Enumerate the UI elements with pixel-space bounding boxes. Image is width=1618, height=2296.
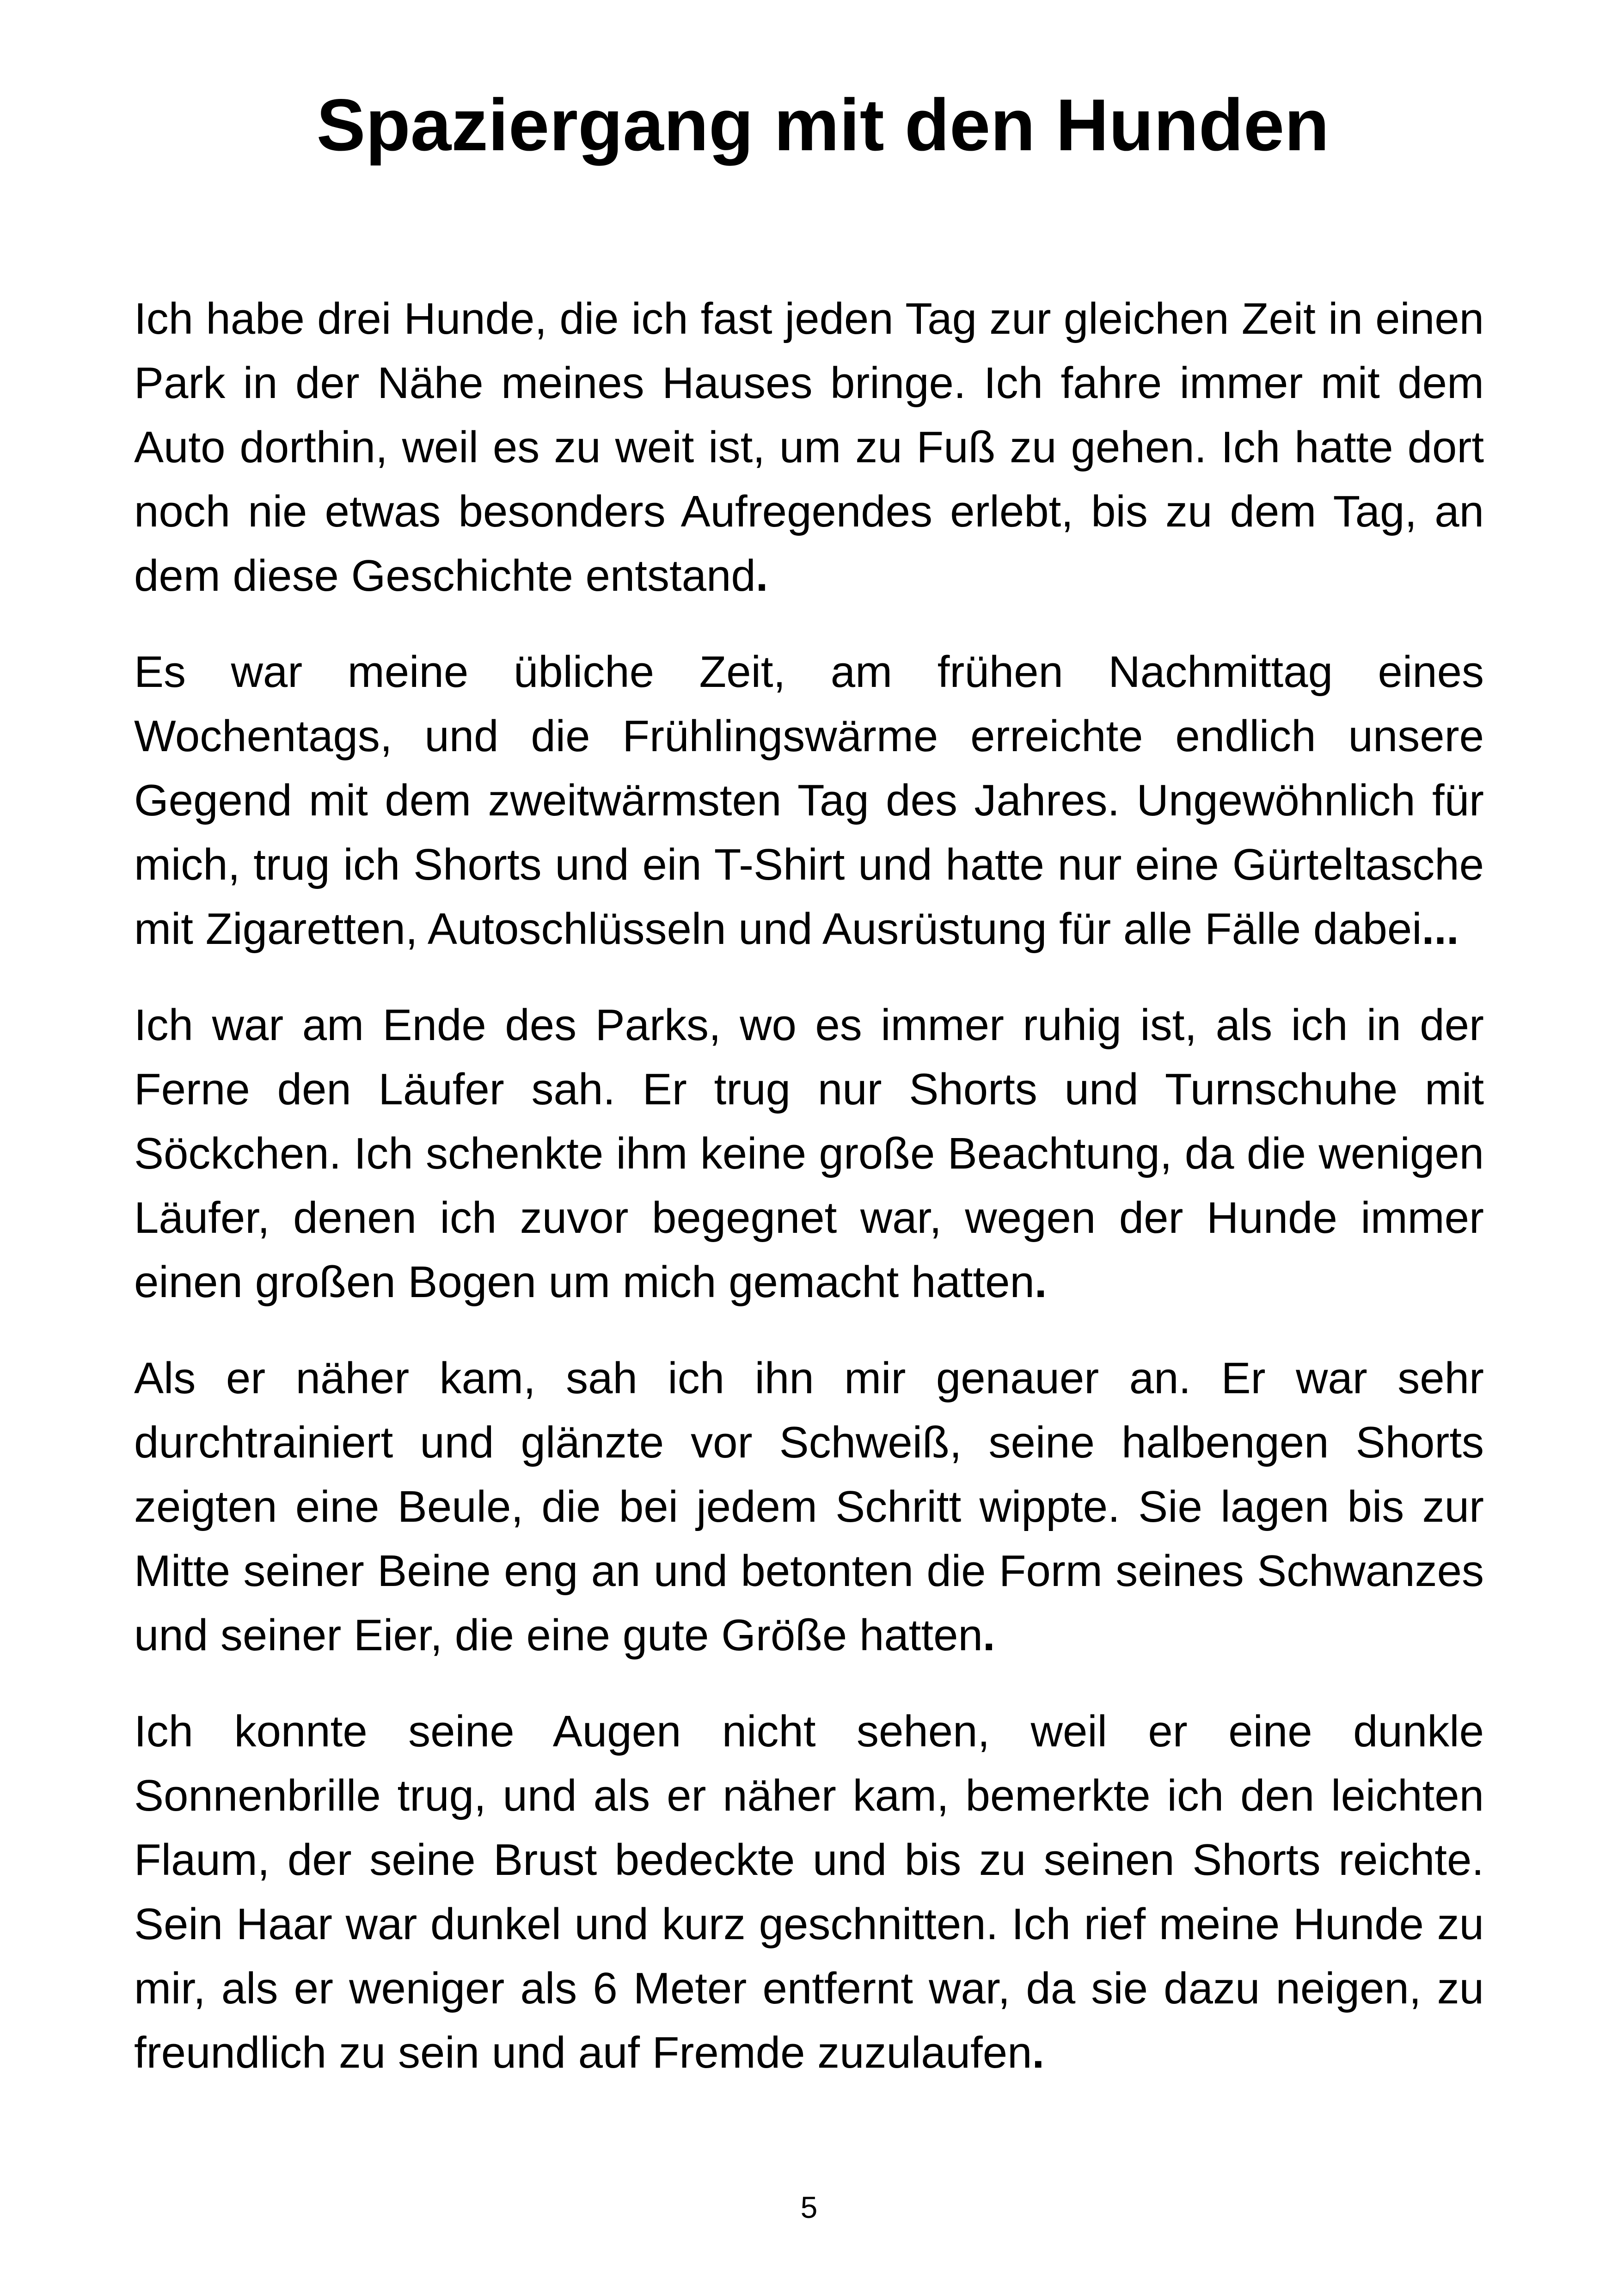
paragraph-end-mark: . — [1034, 1257, 1047, 1307]
paragraph-end-mark: . — [982, 1610, 995, 1660]
paragraph-5 — [134, 1699, 1484, 2085]
paragraph-text: Ich konnte seine Augen nicht sehen, weil er eine dunkle Sonnenbrille trug, und als er näher kam, bemerkte ich den leichten Flaum, der seine Brust bedeckte und bis zu seinen Shorts reichte. Sein Haar war dunkel und kurz geschnitten. Ich rief meine Hunde zu mir, als er weniger als 6 Meter entfernt war, da sie dazu neigen, zu freundlich zu sein und auf Fremde zuzulaufen — [134, 1707, 1484, 2077]
paragraph-end-mark: . — [755, 551, 768, 600]
paragraph-1 — [134, 287, 1484, 608]
paragraph-text: Als er näher kam, sah ich ihn mir genauer an. Er war sehr durchtrainiert und glänzte vor Schweiß, seine halbengen Shorts zeigten eine Beule, die bei jedem Schritt wippte. Sie lagen bis zur Mitte seiner Beine eng an und betonten die Form seines Schwanzes und seiner Eier, die eine gute Größe hatten — [134, 1353, 1484, 1660]
chapter-title: Spaziergang mit den Hunden — [316, 84, 1330, 166]
paragraph-4 — [134, 1346, 1484, 1667]
paragraph-2 — [134, 640, 1484, 961]
story-body — [134, 287, 1484, 2085]
paragraph-end-mark: ... — [1422, 904, 1459, 954]
page-number: 5 — [800, 2190, 818, 2224]
paragraph-end-mark: . — [1032, 2028, 1045, 2077]
paragraph-text: Es war meine übliche Zeit, am frühen Nachmittag eines Wochentags, und die Frühlingswärme erreichte endlich unsere Gegend mit dem zweitwärmsten Tag des Jahres. Ungewöhnlich für mich, trug ich Shorts und ein T-Shirt und hatte nur eine Gürteltasche mit Zigaretten, Autoschlüsseln und Ausrüstung für alle Fälle dabei — [134, 647, 1484, 954]
paragraph-text: Ich habe drei Hunde, die ich fast jeden Tag zur gleichen Zeit in einen Park in der Nähe meines Hauses bringe. Ich fahre immer mit dem Auto dorthin, weil es zu weit ist, um zu Fuß zu gehen. Ich hatte dort noch nie etwas besonders Aufregendes erlebt, bis zu dem Tag, an dem diese Geschichte entstand — [134, 294, 1484, 600]
paragraph-3 — [134, 993, 1484, 1314]
paragraph-text: Ich war am Ende des Parks, wo es immer ruhig ist, als ich in der Ferne den Läufer sah. Er trug nur Shorts und Turnschuhe mit Söckchen. Ich schenkte ihm keine große Beachtung, da die wenigen Läufer, denen ich zuvor begegnet war, wegen der Hunde immer einen großen Bogen um mich gemacht hatten — [134, 1000, 1484, 1307]
